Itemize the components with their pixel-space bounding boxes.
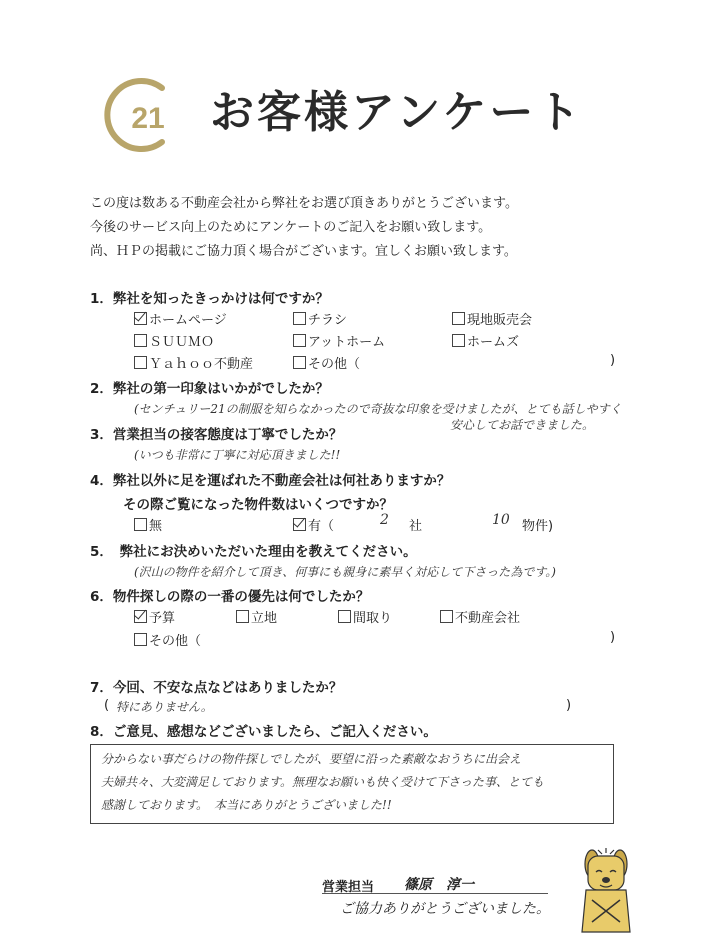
checkbox[interactable] [134, 633, 147, 646]
question-8: 8．ご意見、感想などございましたら、ご記入ください。 [90, 724, 437, 740]
question-1: 1．弊社を知ったきっかけは何ですか？ [90, 291, 329, 307]
checkbox[interactable] [236, 610, 249, 623]
checkbox[interactable] [134, 356, 147, 369]
thanks-text: ご協力ありがとうございました。 [340, 901, 550, 917]
checkbox-checked[interactable] [134, 610, 147, 623]
option-flyer[interactable]: チラシ [293, 309, 347, 328]
staff-label: 営業担当 [322, 880, 375, 895]
checkbox[interactable] [452, 334, 465, 347]
intro-line-3: 尚、ＨＰの掲載にご協力頂く場合がございます。宜しくお願い致します。 [90, 244, 517, 259]
question-5: 5． 弊社にお決めいただいた理由を教えてください。 [90, 544, 417, 560]
comments-box[interactable] [90, 744, 614, 824]
option-suumo[interactable]: ＳＵＵＭＯ [134, 331, 214, 350]
option-homepage[interactable]: ホームページ [134, 309, 227, 328]
question-6: 6．物件探しの際の一番の優先は何でしたか？ [90, 589, 370, 605]
staff-name: 篠原 淳一 [404, 877, 474, 893]
q4-properties-count: 10 [492, 512, 510, 528]
comment-line-3: 感謝しております。 本当にありがとうございました!! [101, 798, 392, 812]
q4-companies-count: 2 [380, 512, 389, 528]
intro-line-1: この度は数ある不動産会社から弊社をお選び頂きありがとうございます。 [90, 196, 518, 211]
checkbox-checked[interactable] [134, 312, 147, 325]
q5-answer: (沢山の物件を紹介して頂き、何事にも親身に素早く対応して下さった為です。) [134, 565, 556, 579]
page-title: お客様アンケート [210, 87, 584, 138]
checkbox[interactable] [293, 312, 306, 325]
q2-answer-line-1: (センチュリー21の制服を知らなかったので奇抜な印象を受けましたが、とても話しやすく [134, 402, 622, 416]
checkbox[interactable] [293, 356, 306, 369]
option-homes[interactable]: ホームズ [452, 331, 519, 350]
option-layout[interactable]: 間取り [338, 607, 392, 626]
q6-close-paren: ) [610, 630, 616, 645]
q3-answer: (いつも非常に丁寧に対応頂きました!! [134, 448, 341, 462]
intro-line-2: 今後のサービス向上のためにアンケートのご記入をお願い致します。 [90, 220, 492, 235]
q7-answer: 特にありません。 [116, 700, 213, 714]
q2-answer-line-2: 安心してお話できました。 [450, 418, 595, 432]
q4-companies-unit: 社 [409, 519, 423, 534]
question-3: 3．営業担当の接客態度は丁寧でしたか？ [90, 427, 343, 443]
signature-line [322, 893, 548, 894]
option-other[interactable]: その他（ [293, 353, 360, 372]
q7-open-paren: ( [104, 698, 110, 713]
option-yahoo[interactable]: Ｙａｈｏｏ不動産 [134, 353, 253, 372]
question-4-sub: その際ご覧になった物件数はいくつですか？ [123, 497, 393, 513]
checkbox[interactable] [293, 334, 306, 347]
option-none[interactable]: 無 [134, 515, 162, 534]
logo-text: 21 [131, 102, 165, 135]
checkbox-checked[interactable] [293, 518, 306, 531]
comment-line-1: 分からない事だらけの物件探しでしたが、要望に沿った素敵なおうちに出会え [101, 752, 522, 766]
option-location[interactable]: 立地 [236, 607, 277, 626]
option-other-priority[interactable]: その他（ [134, 630, 201, 649]
checkbox[interactable] [440, 610, 453, 623]
option-yes[interactable]: 有（ [293, 515, 334, 534]
question-4: 4．弊社以外に足を運ばれた不動産会社は何社ありますか？ [90, 473, 451, 489]
question-2: 2．弊社の第一印象はいかがでしたか？ [90, 381, 329, 397]
option-agency[interactable]: 不動産会社 [440, 607, 520, 626]
comment-line-2: 夫婦共々、大変満足しております。無理なお願いも快く受けて下さった事、とても [101, 775, 545, 789]
q4-properties-unit: 物件) [522, 519, 554, 534]
option-athome[interactable]: アットホーム [293, 331, 385, 350]
option-open-house[interactable]: 現地販売会 [452, 309, 532, 328]
checkbox[interactable] [134, 334, 147, 347]
option-budget[interactable]: 予算 [134, 607, 175, 626]
century21-logo [104, 74, 186, 156]
q1-close-paren: ) [610, 353, 616, 368]
checkbox[interactable] [134, 518, 147, 531]
question-7: 7．今回、不安な点などはありましたか？ [90, 680, 343, 696]
q7-close-paren: ) [566, 698, 572, 713]
checkbox[interactable] [452, 312, 465, 325]
checkbox[interactable] [338, 610, 351, 623]
dog-mascot-icon [572, 842, 640, 942]
